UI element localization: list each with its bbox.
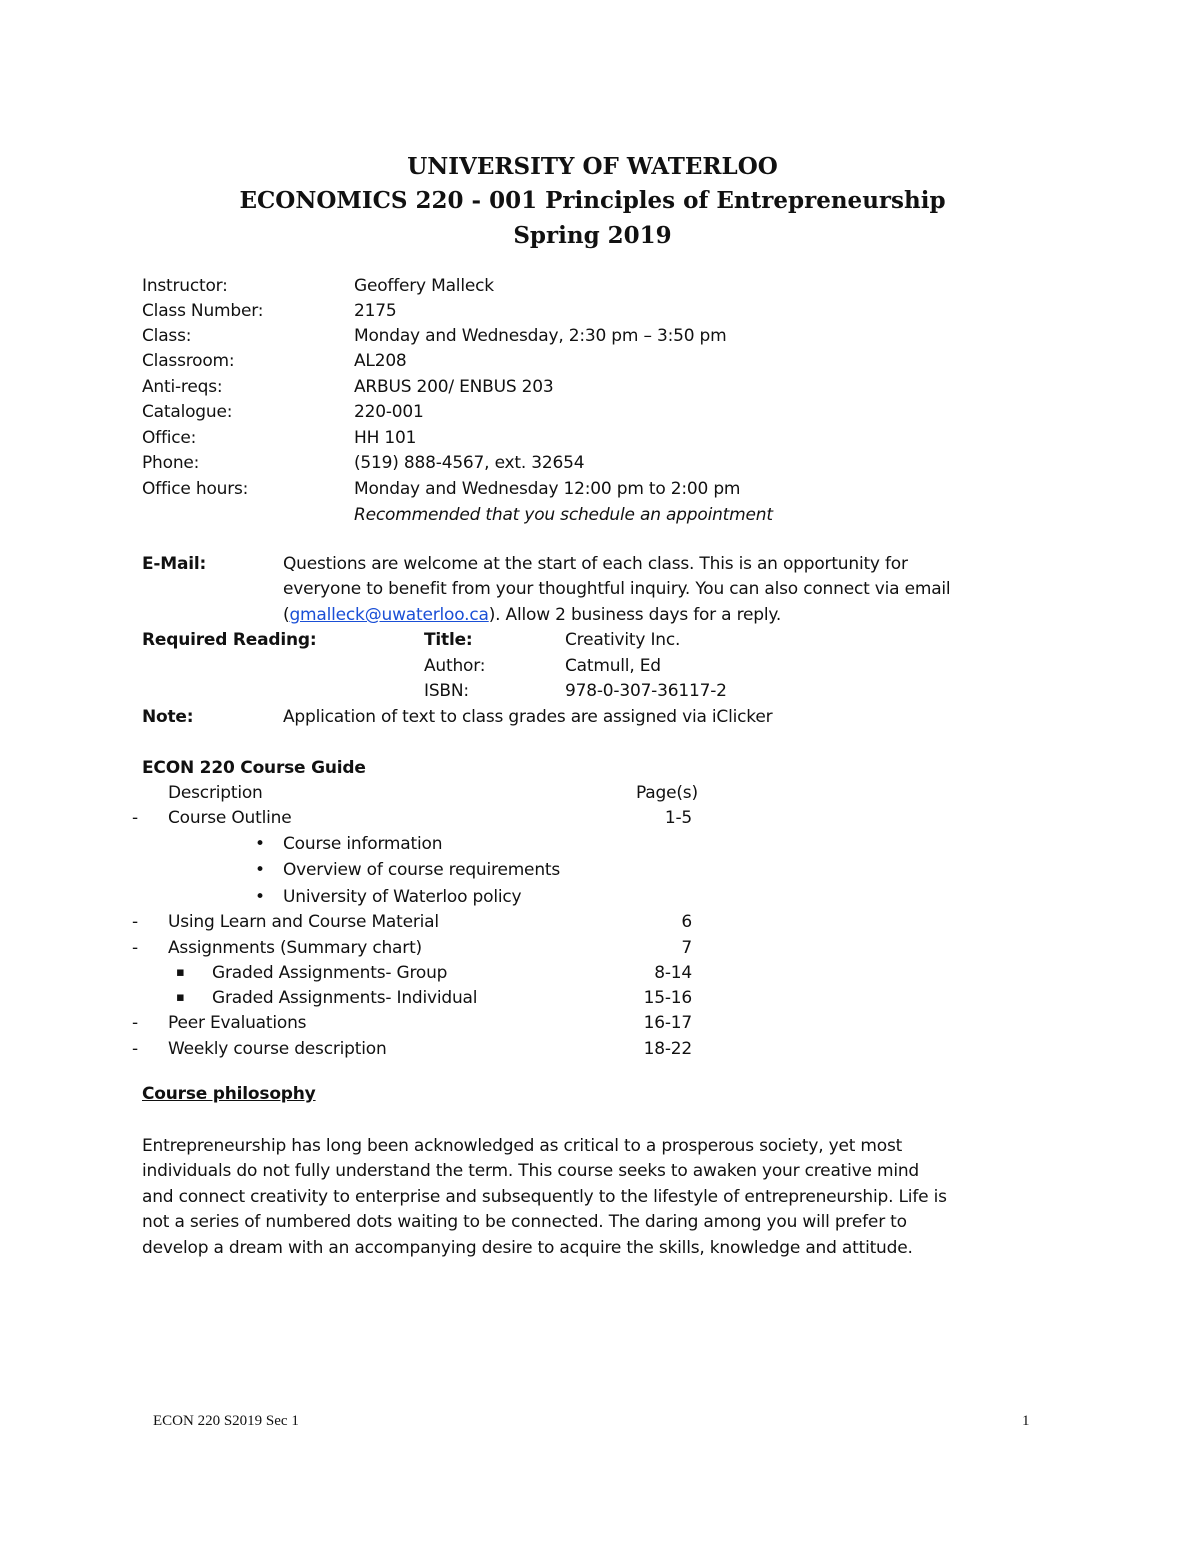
reading-value: Creativity Inc. [565, 630, 681, 650]
email-text-line1: Questions are welcome at the start of each class. This is an opportunity for [283, 554, 908, 574]
office-hours-note: Recommended that you schedule an appointment [354, 505, 773, 525]
guide-subitem-pages: 15-16 [643, 988, 692, 1008]
info-value: ARBUS 200/ ENBUS 203 [354, 377, 554, 397]
outline-bullet: Overview of course requirements [283, 860, 561, 880]
info-value: HH 101 [354, 428, 417, 448]
guide-item-pages: 18-22 [643, 1039, 692, 1059]
email-label: E-Mail: [142, 554, 207, 574]
guide-item-pages: 16-17 [643, 1013, 692, 1033]
paragraph-line: individuals do not fully understand the term. This course seeks to awaken your creative mind [142, 1161, 920, 1182]
paragraph-line: and connect creativity to enterprise and subsequently to the lifestyle of entrepreneurship. Life is [142, 1186, 947, 1207]
course-title: ECONOMICS 220 - 001 Principles of Entrepreneurship [239, 187, 946, 214]
info-value: (519) 888-4567, ext. 32654 [354, 453, 585, 473]
info-value: Monday and Wednesday, 2:30 pm – 3:50 pm [354, 326, 727, 346]
reading-key: Title: [424, 630, 473, 650]
guide-subitem-label: Graded Assignments- Individual [212, 988, 478, 1008]
info-label: Anti-reqs: [142, 377, 223, 397]
bullet-marker: • [255, 860, 265, 880]
term-title: Spring 2019 [513, 222, 672, 249]
guide-item-label: Assignments (Summary chart) [168, 938, 422, 958]
page-number: 1 [1022, 1413, 1030, 1429]
square-bullet-marker: ▪ [176, 965, 185, 980]
info-value: AL208 [354, 351, 407, 371]
note-text: Application of text to class grades are assigned via iClicker [283, 707, 773, 727]
university-title: UNIVERSITY OF WATERLOO [407, 153, 778, 180]
guide-item-label: Peer Evaluations [168, 1013, 307, 1033]
info-label: Class Number: [142, 301, 264, 321]
email-paren-open: ( [283, 605, 290, 625]
required-reading-label: Required Reading: [142, 630, 317, 650]
email-reply-note: ). Allow 2 business days for a reply. [488, 605, 782, 625]
course-philosophy-heading: Course philosophy [142, 1084, 316, 1104]
email-text-line2: everyone to benefit from your thoughtful inquiry. You can also connect via email [283, 579, 951, 599]
guide-item-pages: 7 [681, 938, 692, 958]
footer-course-label: ECON 220 S2019 Sec 1 [153, 1413, 299, 1429]
dash-marker: - [132, 912, 138, 932]
outline-bullet: University of Waterloo policy [283, 887, 522, 907]
info-label: Office: [142, 428, 197, 448]
guide-item-label: Weekly course description [168, 1039, 387, 1059]
guide-subitem-label: Graded Assignments- Group [212, 963, 448, 983]
info-label: Classroom: [142, 351, 235, 371]
reading-key: ISBN: [424, 681, 469, 701]
dash-marker: - [132, 1013, 138, 1033]
email-link[interactable]: gmalleck@uwaterloo.ca [289, 605, 489, 625]
square-bullet-marker: ▪ [176, 990, 185, 1005]
dash-marker: - [132, 1039, 138, 1059]
info-label: Instructor: [142, 276, 228, 296]
paragraph-line: not a series of numbered dots waiting to be connected. The daring among you will prefer to [142, 1212, 907, 1233]
reading-value: Catmull, Ed [565, 656, 661, 676]
info-value: Monday and Wednesday 12:00 pm to 2:00 pm [354, 479, 741, 499]
guide-item-label: Using Learn and Course Material [168, 912, 439, 932]
guide-subitem-pages: 8-14 [654, 963, 692, 983]
info-label: Office hours: [142, 479, 249, 499]
info-value: Geoffery Malleck [354, 276, 494, 296]
info-label: Catalogue: [142, 402, 233, 422]
info-label: Phone: [142, 453, 200, 473]
info-value: 2175 [354, 301, 397, 321]
outline-bullet: Course information [283, 834, 443, 854]
guide-item-label: Course Outline [168, 808, 292, 828]
bullet-marker: • [255, 887, 265, 907]
course-philosophy-paragraph [142, 1134, 1042, 1261]
paragraph-line: develop a dream with an accompanying desire to acquire the skills, knowledge and attitude. [142, 1237, 913, 1258]
email-text-line3 [283, 604, 781, 626]
reading-value: 978-0-307-36117-2 [565, 681, 727, 701]
reading-key: Author: [424, 656, 486, 676]
guide-item-pages: 1-5 [664, 808, 692, 828]
note-label: Note: [142, 707, 194, 727]
bullet-marker: • [255, 834, 265, 854]
guide-column-pages: Page(s) [636, 783, 698, 803]
info-label: Class: [142, 326, 192, 346]
info-value: 220-001 [354, 402, 424, 422]
course-guide-heading: ECON 220 Course Guide [142, 758, 366, 778]
paragraph-line: Entrepreneurship has long been acknowledged as critical to a prosperous society, yet most [142, 1136, 903, 1156]
guide-column-description: Description [168, 783, 263, 803]
dash-marker: - [132, 938, 138, 958]
dash-marker: - [132, 808, 138, 828]
guide-item-pages: 6 [681, 912, 692, 932]
